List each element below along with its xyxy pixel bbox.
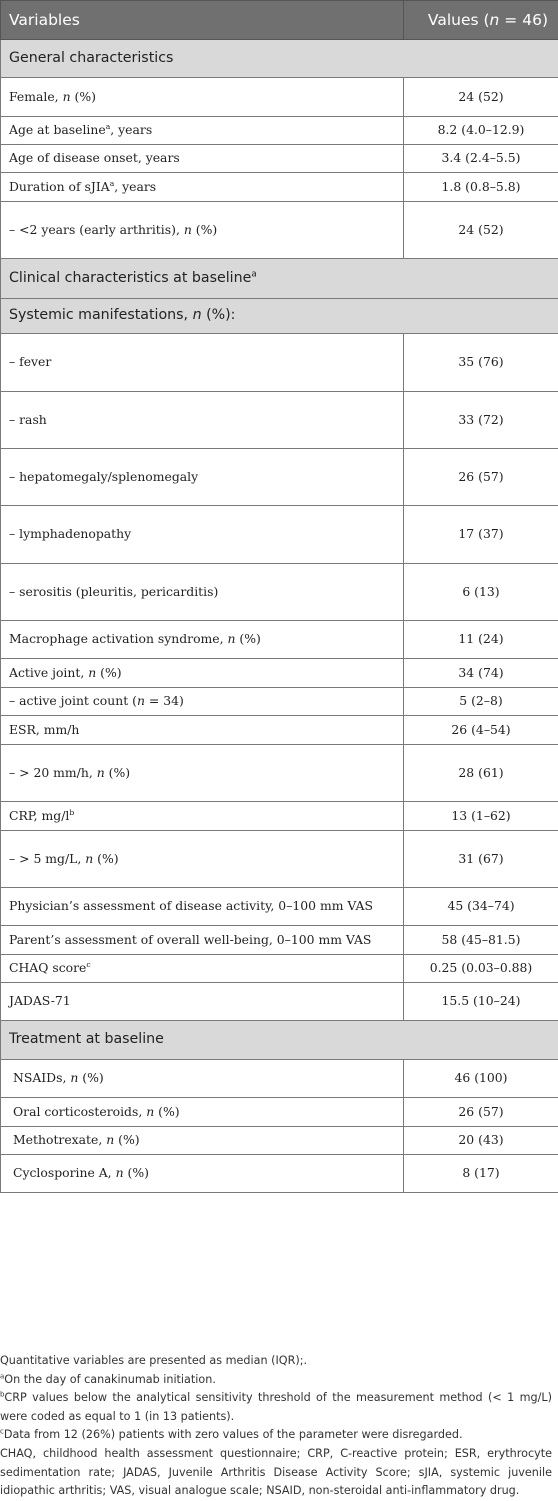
label-rest: (%) — [124, 1165, 149, 1180]
value-cell: 45 (34–74) — [404, 888, 558, 926]
label-text: – rash — [9, 412, 47, 427]
variable-cell — [1, 334, 404, 392]
section-row — [1, 259, 558, 299]
variable-cell — [1, 1060, 404, 1098]
value-cell: 8 (17) — [404, 1155, 558, 1193]
footnote-text: Data from 12 (26%) patients with zero values of the parameter were disregarded. — [4, 1428, 463, 1441]
value-cell: 24 (52) — [404, 78, 558, 117]
variable-cell — [1, 202, 404, 259]
section-row — [1, 40, 558, 78]
label-text: – > 20 mm/h, — [9, 765, 97, 780]
section-row — [1, 299, 558, 334]
variable-cell — [1, 117, 404, 145]
value-cell: 13 (1–62) — [404, 802, 558, 831]
variable-cell — [1, 745, 404, 802]
section-label — [1, 40, 558, 78]
value-cell: 35 (76) — [404, 334, 558, 392]
label-text: Clinical characteristics at baseline — [9, 270, 251, 286]
value-cell: 20 (43) — [404, 1127, 558, 1155]
label-rest: (%) — [235, 631, 260, 646]
italic-n: n — [228, 631, 236, 646]
label-rest: (%) — [192, 222, 217, 237]
value-cell: 17 (37) — [404, 506, 558, 564]
label-text: Macrophage activation syndrome, — [9, 631, 228, 646]
variable-cell — [1, 173, 404, 202]
table-row — [1, 78, 558, 117]
table-row — [1, 802, 558, 831]
table-row — [1, 202, 558, 259]
italic-n: n — [106, 1132, 114, 1147]
section-label — [1, 1021, 558, 1060]
table-row — [1, 659, 558, 688]
table-row — [1, 926, 558, 955]
footnote-text: CHAQ, childhood health assessment questionnaire; CRP, C-reactive protein; ESR, erythrocyte sedimentation rate; JADAS, Juvenile Arthritis Disease Activity Score; sJIA, systemic juvenile idiopathic arthritis; VAS, visual analogue scale; NSAID, non-steroidal anti-inflammatory drug. — [0, 1447, 552, 1497]
value-cell: 26 (57) — [404, 1098, 558, 1127]
footnote-marker: c — [86, 960, 90, 969]
table-header-row — [1, 1, 558, 40]
value-cell: 8.2 (4.0–12.9) — [404, 117, 558, 145]
variable-cell — [1, 392, 404, 449]
footnote — [0, 1371, 552, 1390]
table-row — [1, 392, 558, 449]
table-row — [1, 506, 558, 564]
table-row — [1, 334, 558, 392]
label-text: Systemic manifestations, — [9, 307, 193, 323]
label-text: CRP, mg/l — [9, 808, 69, 823]
value-cell: 58 (45–81.5) — [404, 926, 558, 955]
section-row — [1, 1021, 558, 1060]
footnote — [0, 1445, 552, 1501]
value-cell: 11 (24) — [404, 621, 558, 659]
header-values: Values (n = 46) — [404, 1, 558, 40]
label-text: Active joint, — [9, 665, 88, 680]
footnote-text: On the day of canakinumab initiation. — [4, 1373, 216, 1386]
variable-cell — [1, 983, 404, 1021]
italic-n: n — [97, 765, 105, 780]
table-row — [1, 983, 558, 1021]
section-label — [1, 259, 558, 299]
label-text: Methotrexate, — [13, 1132, 106, 1147]
table-row — [1, 1127, 558, 1155]
table-row — [1, 745, 558, 802]
label-text: – active joint count ( — [9, 693, 137, 708]
header-variables: Variables — [1, 1, 404, 40]
italic-n: n — [146, 1104, 154, 1119]
table-row — [1, 716, 558, 745]
value-cell: 24 (52) — [404, 202, 558, 259]
label-text: Oral corticosteroids, — [13, 1104, 146, 1119]
table-footnotes — [0, 1352, 552, 1501]
label-text: Treatment at baseline — [9, 1031, 164, 1047]
variable-cell — [1, 926, 404, 955]
table-row — [1, 621, 558, 659]
label-text: JADAS-71 — [9, 993, 71, 1008]
table-row — [1, 688, 558, 716]
value-cell: 26 (57) — [404, 449, 558, 506]
table-row — [1, 173, 558, 202]
variable-cell — [1, 659, 404, 688]
variable-cell — [1, 888, 404, 926]
table-row — [1, 117, 558, 145]
label-text: General characteristics — [9, 50, 173, 66]
variable-cell — [1, 688, 404, 716]
variable-cell — [1, 1098, 404, 1127]
label-rest: (%) — [71, 89, 96, 104]
footnote-marker: c — [0, 1428, 4, 1436]
label-text: – fever — [9, 354, 51, 369]
footnote-marker: a — [110, 178, 115, 187]
footnote-text: Quantitative variables are presented as median (IQR);. — [0, 1354, 307, 1367]
variable-cell — [1, 145, 404, 173]
italic-n: n — [85, 851, 93, 866]
table-row — [1, 449, 558, 506]
footnote — [0, 1426, 552, 1445]
table-row — [1, 955, 558, 983]
value-cell: 15.5 (10–24) — [404, 983, 558, 1021]
variable-cell — [1, 621, 404, 659]
variable-cell — [1, 1127, 404, 1155]
variable-cell — [1, 78, 404, 117]
label-text: ESR, mm/h — [9, 722, 79, 737]
label-text: Cyclosporine A, — [13, 1165, 116, 1180]
value-cell: 6 (13) — [404, 564, 558, 621]
variable-cell — [1, 1155, 404, 1193]
label-rest: = 34) — [145, 693, 184, 708]
label-text: CHAQ score — [9, 960, 86, 975]
label-text: – lymphadenopathy — [9, 526, 131, 541]
label-text: Age at baseline — [9, 122, 106, 137]
variable-cell — [1, 802, 404, 831]
variable-cell — [1, 716, 404, 745]
label-rest: (%): — [202, 307, 236, 323]
section-label — [1, 299, 558, 334]
value-cell: 46 (100) — [404, 1060, 558, 1098]
value-cell: 28 (61) — [404, 745, 558, 802]
footnote-text: CRP values below the analytical sensitivity threshold of the measurement method (< 1 mg/L) were coded as equal to 1 (in 13 patients). — [0, 1391, 552, 1423]
italic-n: n — [88, 665, 96, 680]
value-cell: 26 (4–54) — [404, 716, 558, 745]
table-row — [1, 1098, 558, 1127]
label-rest: (%) — [114, 1132, 139, 1147]
footnote-marker: a — [106, 122, 111, 131]
footnote-marker: a — [251, 269, 256, 279]
variable-cell — [1, 564, 404, 621]
table-row — [1, 831, 558, 888]
italic-n: n — [63, 89, 71, 104]
variable-cell — [1, 831, 404, 888]
variable-cell — [1, 955, 404, 983]
value-cell: 3.4 (2.4–5.5) — [404, 145, 558, 173]
footnote — [0, 1352, 552, 1371]
label-text: – hepatomegaly/splenomegaly — [9, 469, 198, 484]
table-row — [1, 564, 558, 621]
label-rest: (%) — [96, 665, 121, 680]
label-text: – > 5 mg/L, — [9, 851, 85, 866]
footnote-marker: b — [69, 807, 74, 816]
footnote-marker: b — [0, 1390, 4, 1398]
label-rest: (%) — [154, 1104, 179, 1119]
italic-n: n — [116, 1165, 124, 1180]
variable-cell — [1, 449, 404, 506]
footnote — [0, 1389, 552, 1426]
label-text: Age of disease onset, years — [9, 150, 180, 165]
label-text: Physician’s assessment of disease activity, 0–100 mm VAS — [9, 898, 373, 913]
label-text: – <2 years (early arthritis), — [9, 222, 184, 237]
label-text: NSAIDs, — [13, 1070, 70, 1085]
value-cell: 34 (74) — [404, 659, 558, 688]
label-text: Parent’s assessment of overall well-being, 0–100 mm VAS — [9, 932, 371, 947]
label-rest: (%) — [78, 1070, 103, 1085]
table-row — [1, 888, 558, 926]
label-text: Female, — [9, 89, 63, 104]
label-rest: (%) — [93, 851, 118, 866]
label-text: Duration of sJIA — [9, 179, 110, 194]
value-cell: 1.8 (0.8–5.8) — [404, 173, 558, 202]
value-cell: 5 (2–8) — [404, 688, 558, 716]
value-cell: 33 (72) — [404, 392, 558, 449]
table-row — [1, 1060, 558, 1098]
table-row — [1, 145, 558, 173]
variable-cell — [1, 506, 404, 564]
value-cell: 31 (67) — [404, 831, 558, 888]
table-row — [1, 1155, 558, 1193]
label-text: – serositis (pleuritis, pericarditis) — [9, 584, 218, 599]
italic-n: n — [193, 307, 202, 323]
italic-n: n — [70, 1070, 78, 1085]
italic-n: n — [184, 222, 192, 237]
footnote-marker: a — [0, 1372, 4, 1380]
label-rest: , years — [110, 122, 152, 137]
value-cell: 0.25 (0.03–0.88) — [404, 955, 558, 983]
italic-n: n — [137, 693, 145, 708]
label-rest: , years — [114, 179, 156, 194]
label-rest: (%) — [105, 765, 130, 780]
